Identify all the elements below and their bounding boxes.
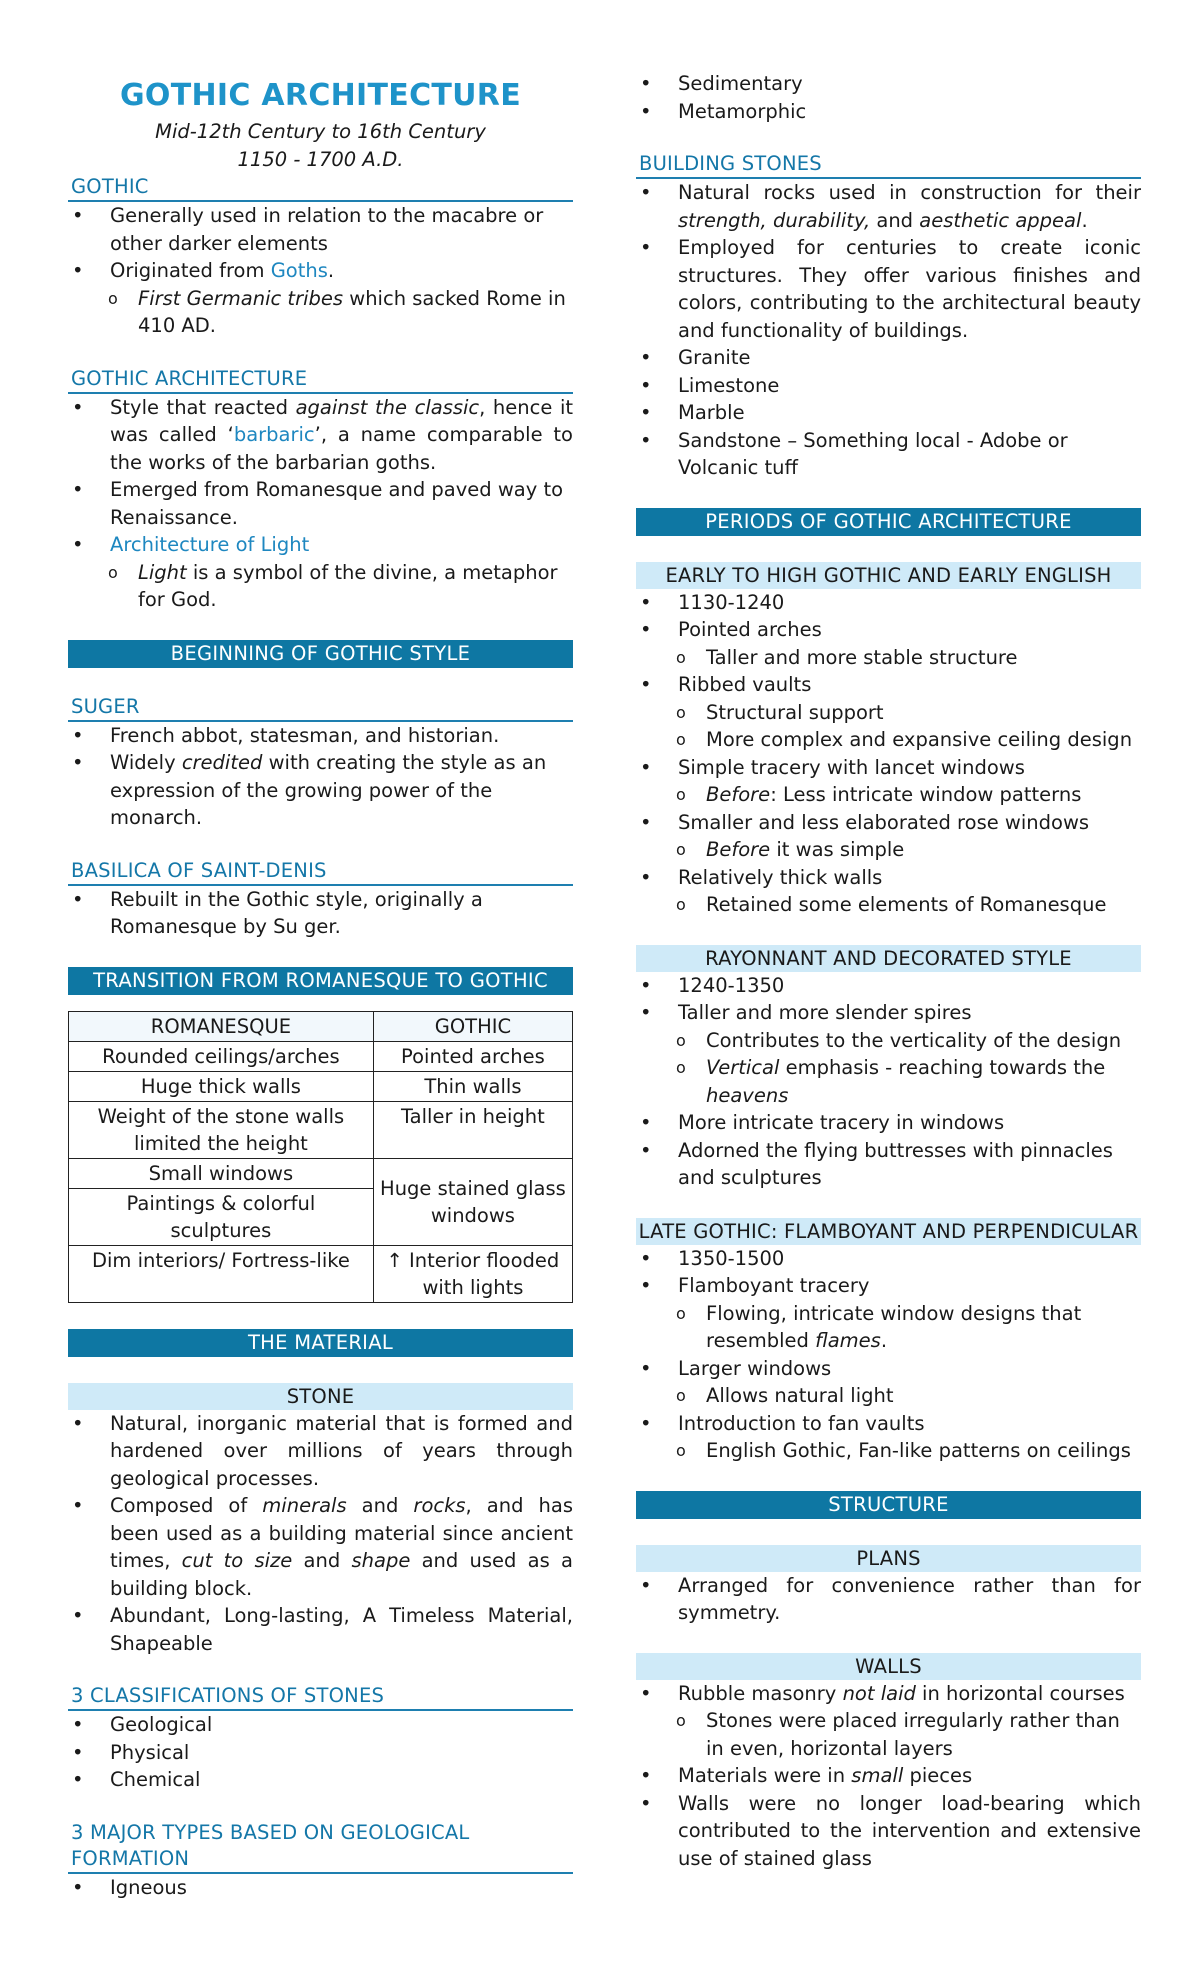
heading-building-stones: BUILDING STONES: [636, 151, 1141, 179]
list-item: • Adorned the flying buttresses with pinnacles and sculptures: [636, 1137, 1141, 1192]
sub-list-item: o English Gothic, Fan-like patterns on ceilings: [636, 1437, 1141, 1465]
sub-list-item: o More complex and expansive ceiling design: [636, 726, 1141, 754]
sub-list-item: o Retained some elements of Romanesque: [636, 891, 1141, 919]
list-item: • Employed for centuries to create iconic structures. They offer various finishes and colors, contributing to the architectural beauty and functionality of buildings.: [636, 234, 1141, 344]
subtitle-dates: 1150 - 1700 A.D.: [237, 148, 404, 171]
left-column: [68, 72, 573, 1901]
sub-list-item: o Structural support: [636, 699, 1141, 727]
list-item: • Pointed arches: [636, 616, 1141, 644]
bar-the-material: THE MATERIAL: [68, 1329, 573, 1357]
basilica-list: [68, 886, 573, 941]
list-item: • Igneous: [68, 1874, 573, 1902]
bar-transition: TRANSITION FROM ROMANESQUE TO GOTHIC: [68, 967, 573, 995]
transition-table: [68, 1011, 573, 1303]
sub-list-item: o Light is a symbol of the divine, a metaphor for God.: [68, 559, 573, 614]
list-item: • Rebuilt in the Gothic style, originally a Romanesque by Su ger.: [68, 886, 573, 941]
stone-list: [68, 1410, 573, 1658]
list-item: • Relatively thick walls: [636, 864, 1141, 892]
list-item: • Ribbed vaults: [636, 671, 1141, 699]
list-item: [68, 531, 573, 559]
plans-list: [636, 1572, 1141, 1627]
list-item: • 1130-1240: [636, 589, 1141, 617]
sub-list-item: o Stones were placed irregularly rather than in even, horizontal layers: [636, 1707, 1141, 1762]
sub-list-item: o Before it was simple: [636, 836, 1141, 864]
subheading-stone: STONE: [68, 1383, 573, 1410]
table-row: Dim interiors/ Fortress-like ↑ Interior flooded with lights: [69, 1245, 573, 1302]
major-types-list-continued: [636, 70, 1141, 125]
heading-gothic: GOTHIC: [68, 174, 573, 202]
sub-list-item: o Flowing, intricate window designs that resembled flames.: [636, 1300, 1141, 1355]
list-item: • Limestone: [636, 372, 1141, 400]
sub-list-item: o Contributes to the verticality of the design: [636, 1027, 1141, 1055]
heading-basilica: BASILICA OF SAINT-DENIS: [68, 858, 573, 886]
list-item: • Metamorphic: [636, 98, 1141, 126]
classifications-list: [68, 1711, 573, 1794]
list-item: • Sandstone – Something local - Adobe or Volcanic tuff: [636, 427, 1141, 482]
list-item: • Simple tracery with lancet windows: [636, 754, 1141, 782]
list-item: • Arranged for convenience rather than for symmetry.: [636, 1572, 1141, 1627]
list-item: • Rubble masonry not laid in horizontal courses: [636, 1680, 1141, 1708]
table-row: Huge thick walls Thin walls: [69, 1071, 573, 1101]
heading-major-types: 3 MAJOR TYPES BASED ON GEOLOGICAL FORMATION: [68, 1820, 573, 1874]
list-item: • Physical: [68, 1739, 573, 1767]
column-header-romanesque: ROMANESQUE: [69, 1011, 374, 1041]
list-item: • Generally used in relation to the macabre or other darker elements: [68, 202, 573, 257]
table-row: Paintings & colorful sculptures: [69, 1188, 573, 1245]
table-row: Small windows Huge stained glass windows: [69, 1158, 573, 1188]
late-gothic-list: [636, 1245, 1141, 1465]
list-item: • Marble: [636, 399, 1141, 427]
gothic-list: [68, 202, 573, 340]
list-item: • Introduction to fan vaults: [636, 1410, 1141, 1438]
suger-list: [68, 722, 573, 832]
list-item: • Larger windows: [636, 1355, 1141, 1383]
list-item: • Walls were no longer load-bearing which contributed to the intervention and extensive use of stained glass: [636, 1790, 1141, 1873]
bar-periods: PERIODS OF GOTHIC ARCHITECTURE: [636, 508, 1141, 536]
list-item: • Style that reacted against the classic, hence it was called ‘barbaric’, a name comparable to the works of the barbarian goths.: [68, 394, 573, 477]
subheading-plans: PLANS: [636, 1545, 1141, 1572]
list-item: • Geological: [68, 1711, 573, 1739]
sub-list-item: o First Germanic tribes which sacked Rome in 410 AD.: [68, 285, 573, 340]
list-item: • Originated from Goths.: [68, 257, 573, 285]
walls-list: [636, 1680, 1141, 1873]
rayonnant-list: [636, 972, 1141, 1192]
architecture-of-light-text: Architecture of Light: [110, 533, 310, 556]
major-types-list-start: [68, 1874, 573, 1902]
right-column: [636, 70, 1141, 1872]
list-item: • Materials were in small pieces: [636, 1762, 1141, 1790]
list-item: • Taller and more slender spires: [636, 999, 1141, 1027]
list-item: • Abundant, Long-lasting, A Timeless Material, Shapeable: [68, 1602, 573, 1657]
column-header-gothic: GOTHIC: [373, 1011, 572, 1041]
heading-gothic-architecture: GOTHIC ARCHITECTURE: [68, 366, 573, 394]
list-item: • More intricate tracery in windows: [636, 1109, 1141, 1137]
bar-beginning-of-gothic-style: BEGINNING OF GOTHIC STYLE: [68, 640, 573, 668]
list-item: • Sedimentary: [636, 70, 1141, 98]
list-item: • 1240-1350: [636, 972, 1141, 1000]
list-item: • French abbot, statesman, and historian.: [68, 722, 573, 750]
list-item: • Widely credited with creating the style as an expression of the growing power of the monarch.: [68, 749, 573, 832]
list-item: • Smaller and less elaborated rose windows: [636, 809, 1141, 837]
list-item: • Flamboyant tracery: [636, 1272, 1141, 1300]
sub-list-item: o Vertical emphasis - reaching towards the heavens: [636, 1054, 1141, 1109]
gothic-architecture-list: [68, 394, 573, 614]
building-stones-list: [636, 179, 1141, 482]
subheading-walls: WALLS: [636, 1653, 1141, 1680]
list-item: • 1350-1500: [636, 1245, 1141, 1273]
page-title: GOTHIC ARCHITECTURE: [119, 78, 522, 113]
list-item: • Natural rocks used in construction for their strength, durability, and aesthetic appeal.: [636, 179, 1141, 234]
list-item: • Chemical: [68, 1766, 573, 1794]
list-item: • Emerged from Romanesque and paved way to Renaissance.: [68, 476, 573, 531]
table-row: Weight of the stone walls limited the height Taller in height: [69, 1101, 573, 1158]
subheading-early-gothic: EARLY TO HIGH GOTHIC AND EARLY ENGLISH: [636, 562, 1141, 589]
goths-link-text: Goths: [270, 259, 328, 282]
subheading-rayonnant: RAYONNANT AND DECORATED STYLE: [636, 945, 1141, 972]
sub-list-item: o Taller and more stable structure: [636, 644, 1141, 672]
sub-list-item: o Allows natural light: [636, 1382, 1141, 1410]
bar-structure: STRUCTURE: [636, 1491, 1141, 1519]
list-item: • Granite: [636, 344, 1141, 372]
heading-suger: SUGER: [68, 694, 573, 722]
early-gothic-list: [636, 589, 1141, 919]
heading-classifications: 3 CLASSIFICATIONS OF STONES: [68, 1683, 573, 1711]
list-item: • Natural, inorganic material that is formed and hardened over millions of years through geological processes.: [68, 1410, 573, 1493]
table-header-row: [69, 1011, 573, 1041]
barbaric-text: barbaric: [233, 423, 315, 446]
list-item: • Composed of minerals and rocks, and has been used as a building material since ancient times, cut to size and shape and used as a building block.: [68, 1492, 573, 1602]
table-row: Rounded ceilings/arches Pointed arches: [69, 1041, 573, 1071]
subtitle-period: Mid-12th Century to 16th Century: [155, 120, 486, 143]
subheading-late-gothic: LATE GOTHIC: FLAMBOYANT AND PERPENDICULAR: [636, 1218, 1141, 1245]
sub-list-item: o Before: Less intricate window patterns: [636, 781, 1141, 809]
